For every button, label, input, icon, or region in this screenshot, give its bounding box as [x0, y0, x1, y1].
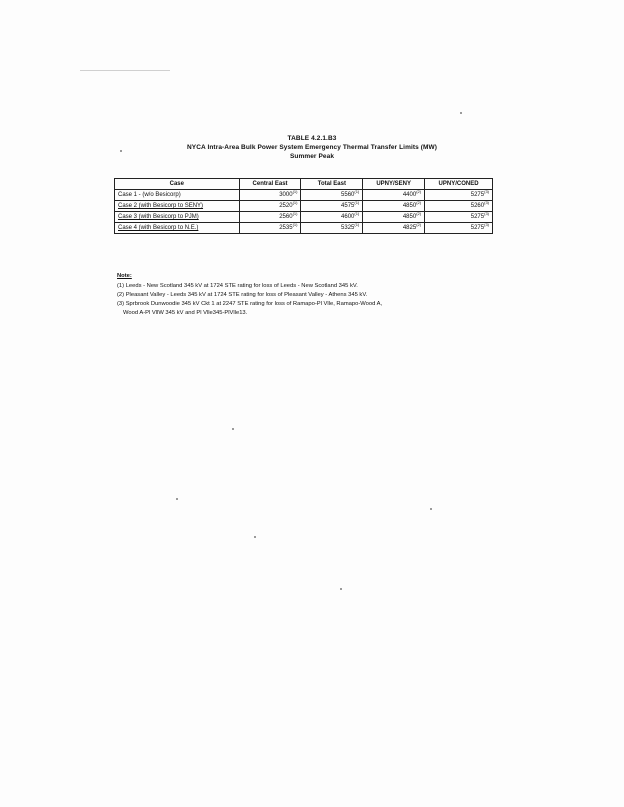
- note-item: (1) Leeds - New Scotland 345 kV at 1724 STE rating for loss of Leeds - New Scotland 345 kV.: [117, 283, 358, 289]
- scan-speck: [340, 588, 342, 590]
- value-cell: 4825$^{(2)}$: [363, 223, 425, 234]
- note-item-continuation: Wood A-Pl VllW 345 kV and Pl Vlle345-PlVlle13.: [123, 310, 248, 316]
- table-row: [115, 201, 493, 212]
- value-cell: 4575$^{(1)}$: [301, 201, 363, 212]
- value-cell: 3000$^{(1)}$: [239, 190, 301, 201]
- transfer-limits-table: [114, 178, 493, 234]
- table-title: TABLE 4.2.1.B3: [287, 135, 337, 142]
- value-cell: 4600$^{(1)}$: [301, 212, 363, 223]
- header-upny-seny: UPNY/SENY: [363, 179, 425, 190]
- notes-section: [117, 272, 447, 318]
- value-cell: 4850$^{(2)}$: [363, 212, 425, 223]
- table-season: Summer Peak: [289, 153, 335, 160]
- scan-artifact-line: [80, 70, 170, 71]
- scan-speck: [176, 498, 178, 500]
- header-case: Case: [115, 179, 240, 190]
- table-title-block: [0, 134, 624, 161]
- case-cell: Case 4 (with Besicorp to N.E.): [115, 223, 240, 234]
- value-cell: 2535$^{(1)}$: [239, 223, 301, 234]
- scan-speck: [254, 536, 256, 538]
- case-cell: Case 1 - (w/o Besicorp): [115, 190, 240, 201]
- header-total-east: Total East: [301, 179, 363, 190]
- header-central-east: Central East: [239, 179, 301, 190]
- case-cell: Case 2 (with Besicorp to SENY): [115, 201, 240, 212]
- table-row: [115, 190, 493, 201]
- table-row: [115, 223, 493, 234]
- note-item: (3) Sprbrook Dunwoodie 345 kV Ckt 1 at 2247 STE rating for loss of Ramapo-Pl Vlle, Ramapo-Wood A,: [117, 301, 383, 307]
- value-cell: 2520$^{(1)}$: [239, 201, 301, 212]
- value-cell: 5260$^{(3)}$: [425, 201, 493, 212]
- table-header-row: [115, 179, 493, 190]
- value-cell: 2560$^{(1)}$: [239, 212, 301, 223]
- value-cell: 4400$^{(2)}$: [363, 190, 425, 201]
- value-cell: 5275$^{(3)}$: [425, 190, 493, 201]
- value-cell: 4850$^{(2)}$: [363, 201, 425, 212]
- value-cell: 5275$^{(3)}$: [425, 212, 493, 223]
- table-subtitle: NYCA Intra-Area Bulk Power System Emergency Thermal Transfer Limits (MW): [186, 144, 438, 151]
- note-item: (2) Pleasant Valley - Leeds 345 kV at 1724 STE rating for loss of Pleasant Valley - Athens 345 kV.: [117, 292, 368, 298]
- value-cell: 5275$^{(3)}$: [425, 223, 493, 234]
- value-cell: 5560$^{(1)}$: [301, 190, 363, 201]
- value-cell: 5325$^{(1)}$: [301, 223, 363, 234]
- table-row: [115, 212, 493, 223]
- notes-heading: Note:: [117, 273, 132, 279]
- case-cell: Case 3 (with Besicorp to PJM): [115, 212, 240, 223]
- scan-speck: [232, 428, 234, 430]
- scan-speck: [460, 112, 462, 114]
- header-upny-coned: UPNY/CONED: [425, 179, 493, 190]
- scan-speck: [430, 508, 432, 510]
